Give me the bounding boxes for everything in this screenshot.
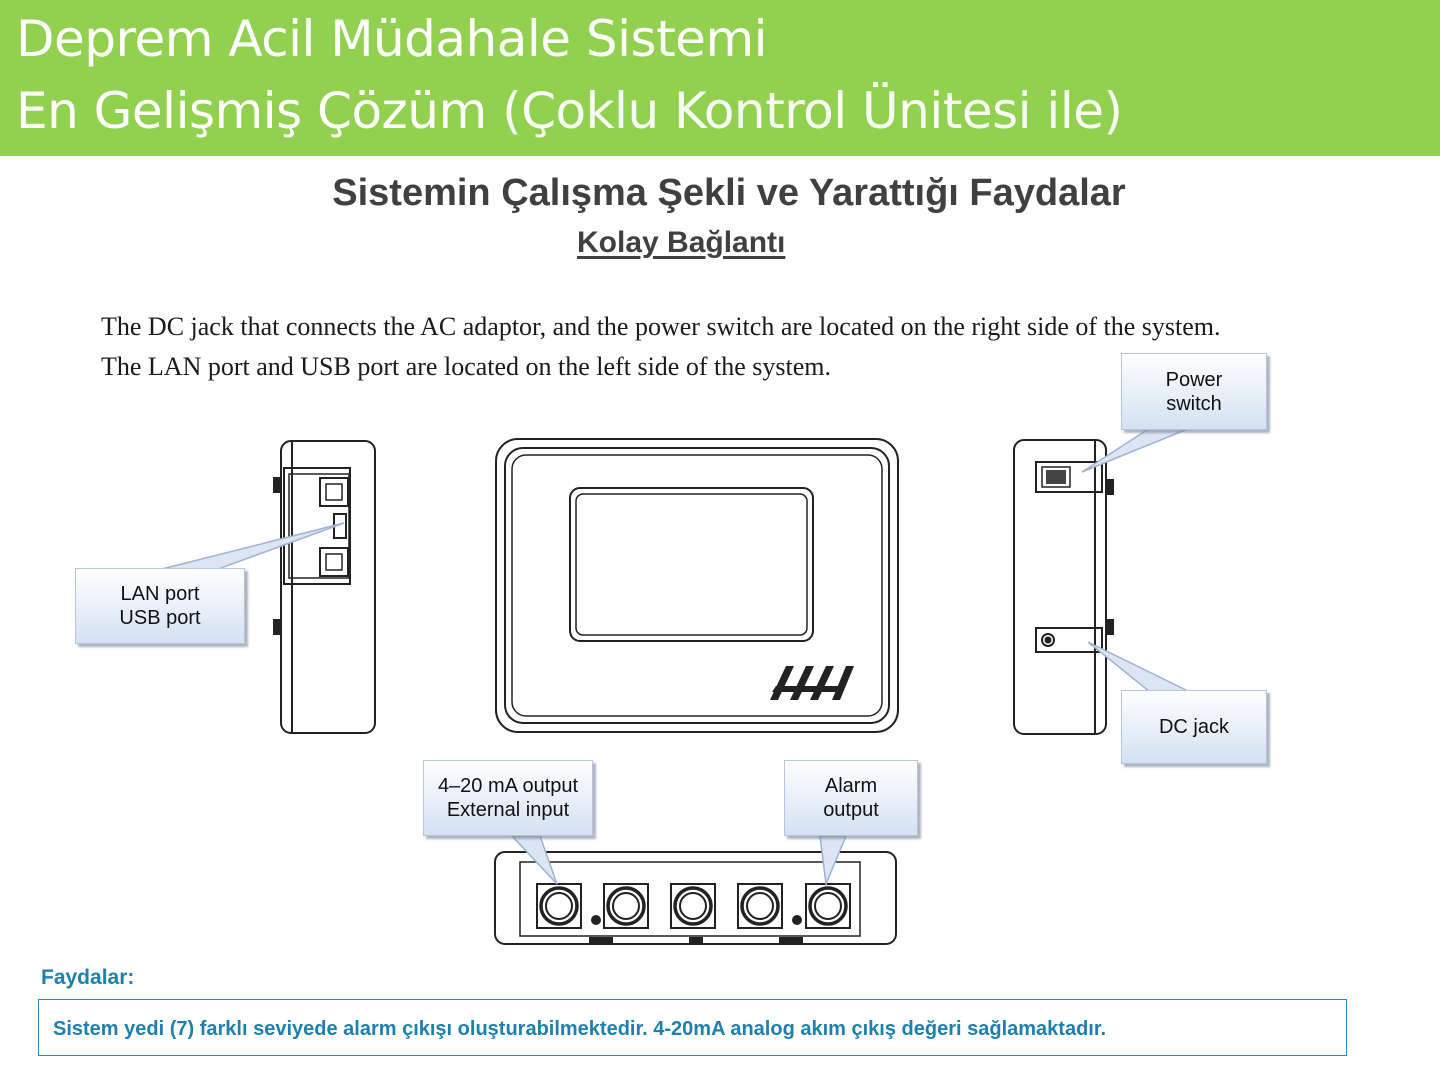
- section-subtitle: Kolay Bağlantı: [577, 226, 786, 259]
- bottom-device: [495, 852, 896, 944]
- terminal-connectors: [537, 884, 850, 928]
- callout-lan-usb-port: [75, 568, 245, 644]
- header-title-paren: (Çoklu Kontrol Ünitesi ile): [486, 82, 1123, 140]
- logo-icon: [770, 666, 854, 700]
- callout-usb-label: USB port: [119, 607, 201, 629]
- callout-analog-output: [423, 760, 593, 836]
- callout-analog-label: 4–20 mA output: [437, 775, 579, 797]
- section-title: Sistemin Çalışma Şekli ve Yarattığı Faydalar: [332, 172, 1126, 214]
- benefits-text: Sistem yedi (7) farklı seviyede alarm çıkışı oluşturabilmektedir. 4-20mA analog akım çıkış değeri sağlamaktadır.: [53, 1018, 1107, 1040]
- callout-power-label: Power: [1165, 368, 1223, 391]
- callout-output-label: output: [823, 799, 879, 821]
- benefits-label: Faydalar:: [41, 966, 135, 989]
- callout-pointers: [150, 428, 1190, 884]
- header-title-main: En Gelişmiş Çözüm: [16, 82, 487, 140]
- callout-alarm-output: [784, 760, 918, 836]
- front-device: [496, 439, 898, 732]
- header-title-line1: Deprem Acil Müdahale Sistemi: [16, 10, 768, 68]
- callout-power-switch: [1121, 353, 1267, 430]
- callout-external-label: External input: [446, 799, 570, 821]
- callout-lan-label: LAN port: [120, 583, 200, 605]
- description-line2: The LAN port and USB port are located on the left side of the system.: [101, 352, 831, 381]
- right-side-device: [1014, 440, 1113, 734]
- callout-switch-label: switch: [1166, 392, 1222, 415]
- callout-dc-jack: [1121, 690, 1267, 764]
- benefits-box: [38, 999, 1347, 1056]
- left-side-device: [274, 441, 375, 733]
- callout-alarm-label: Alarm: [824, 775, 878, 797]
- callout-dc-jack-label: DC jack: [1158, 716, 1229, 738]
- description-line1: The DC jack that connects the AC adaptor, and the power switch are located on the right side of the system.: [101, 312, 1221, 341]
